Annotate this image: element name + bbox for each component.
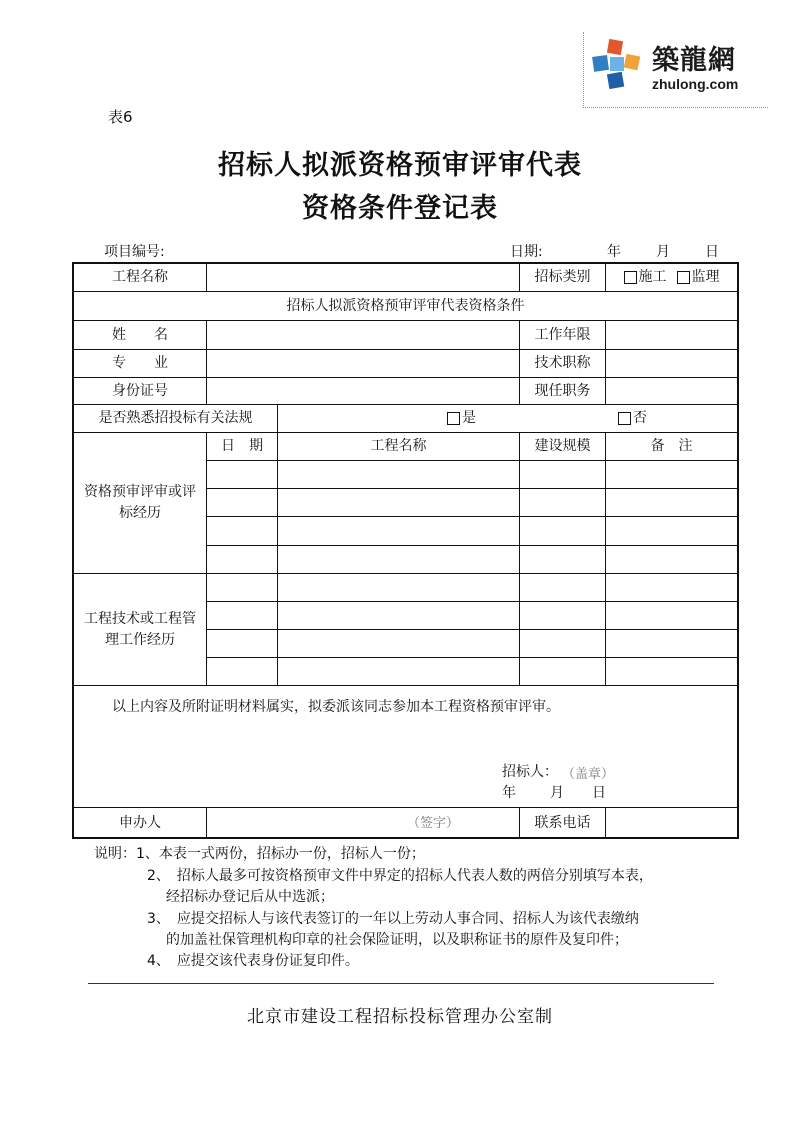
major-label: 专 业 [112,355,168,371]
yes-checkbox[interactable] [447,412,460,425]
logo-mark-icon [590,38,642,90]
note-1: 说明：1、本表一式两份，招标办一份，招标人一份； [94,846,425,862]
seal-placeholder: （盖章） [562,767,615,782]
id-number-label: 身份证号 [112,382,168,399]
col-header-date: 日 期 [221,438,263,454]
name-label: 姓 名 [112,326,168,343]
project-number-label: 项目编号: [104,244,165,260]
name-field[interactable] [207,321,519,349]
col-header-scale: 建设规模 [534,438,591,454]
zhulong-logo [583,32,768,108]
review-experience-label: 资格预审评审或评标经历 [84,484,196,521]
col-header-remark: 备 注 [650,438,693,454]
tender-type-options [606,264,737,291]
document-subtitle: 资格条件登记表 [302,193,498,224]
supervision-checkbox[interactable] [677,271,690,284]
sign-month: 月 [550,785,564,801]
phone-field[interactable] [606,808,737,839]
no-label: 否 [633,410,647,426]
declaration-text: 以上内容及所附证明材料属实，拟委派该同志参加本工程资格预审评审。 [112,699,560,715]
supervision-option-label: 监理 [691,269,720,285]
work-years-label: 工作年限 [534,326,591,343]
document-title: 招标人拟派资格预审评审代表 [218,150,582,181]
tech-title-field[interactable] [606,350,737,377]
date-month: 月 [656,244,670,260]
tender-type-label: 招标类别 [534,269,591,285]
current-position-field[interactable] [606,378,737,404]
current-position-label: 现任职务 [534,382,591,399]
issuer-footer: 北京市建设工程招标投标管理办公室制 [247,1007,553,1027]
familiar-regulations-label: 是否熟悉招投标有关法规 [98,410,253,426]
construction-checkbox[interactable] [624,271,637,284]
section-header: 招标人拟派资格预审评审代表资格条件 [286,297,525,314]
note-2-cont: 经招标办登记后从中选派； [166,889,334,905]
col-header-project: 工程名称 [370,438,427,454]
date-year: 年 [607,244,621,260]
sign-day: 日 [592,785,606,801]
no-option [618,405,678,432]
project-name-field[interactable] [207,264,519,291]
work-experience-label: 工程技术或工程管理工作经历 [84,610,196,648]
signature-placeholder: （签字） [406,816,459,831]
id-number-field[interactable] [207,378,519,404]
work-years-field[interactable] [606,321,737,349]
applicant-label: 申办人 [119,815,161,831]
date-label: 日期: [510,244,543,260]
note-4: 4、 应提交该代表身份证复印件。 [147,953,359,969]
form-number: 表6 [108,108,133,126]
project-name-label: 工程名称 [112,269,168,285]
phone-label: 联系电话 [534,815,591,831]
note-2: 2、 招标人最多可按资格预审文件中界定的招标人代表人数的两倍分别填写本表， [147,868,653,884]
no-checkbox[interactable] [618,412,631,425]
note-3: 3、 应提交招标人与该代表签订的一年以上劳动人事合同、招标人为该代表缴纳 [147,911,639,927]
logo-text-en: zhulong.com [652,76,739,92]
tech-title-label: 技术职称 [534,355,591,371]
footer-divider [88,983,714,984]
sign-year: 年 [502,785,516,801]
logo-text-cn: 築龍網 [652,45,736,76]
note-3-cont: 的加盖社保管理机构印章的社会保险证明，以及职称证书的原件及复印件； [166,932,628,948]
yes-option [447,405,507,432]
date-day: 日 [705,244,719,260]
applicant-field[interactable] [207,808,519,839]
yes-label: 是 [462,410,476,426]
construction-option-label: 施工 [638,269,667,285]
tenderer-label: 招标人： [502,764,558,780]
registration-form [72,262,739,839]
major-field[interactable] [207,350,519,377]
